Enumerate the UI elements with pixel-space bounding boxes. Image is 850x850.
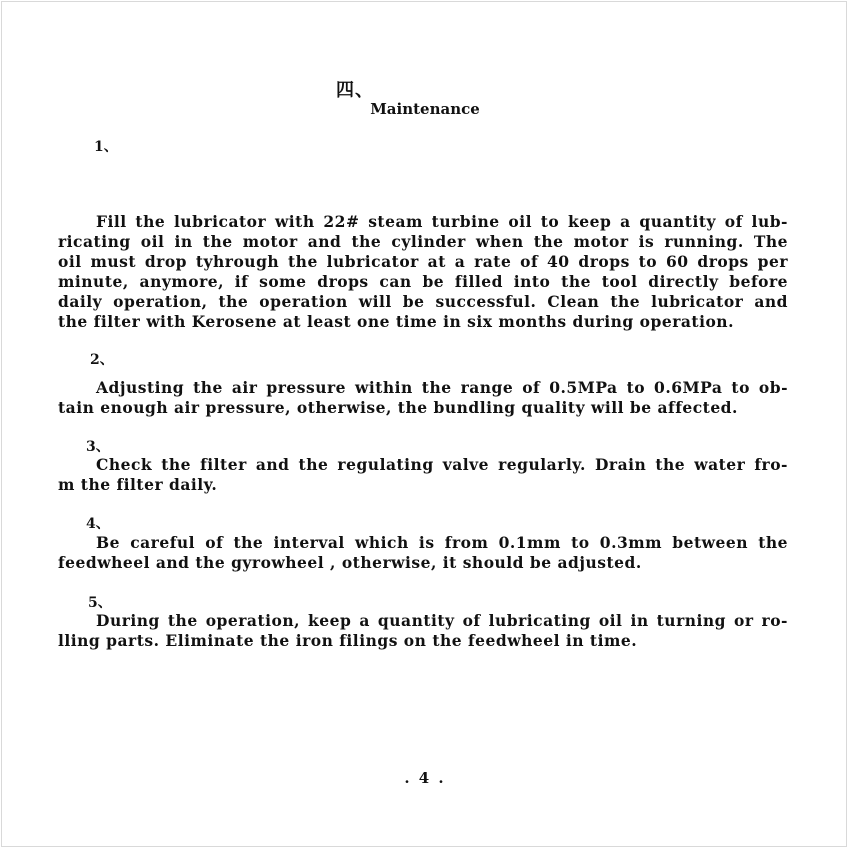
paragraph-line: oil must drop tyhrough the lubricator at a rate of 40 drops to 60 drops per (58, 252, 788, 271)
paragraph-5 (58, 611, 788, 651)
section-number: 四、 (336, 80, 374, 101)
item-number-5: 5、 (88, 595, 112, 611)
paragraph-1 (58, 212, 788, 332)
paragraph-line: Fill the lubricator with 22# steam turbine oil to keep a quantity of lub- (96, 212, 788, 231)
item-number-4: 4、 (86, 516, 110, 532)
paragraph-line: During the operation, keep a quantity of lubricating oil in turning or ro- (96, 611, 788, 630)
paragraph-line: ricating oil in the motor and the cylinder when the motor is running. The (58, 232, 788, 251)
paragraph-4 (58, 533, 788, 573)
paragraph-line: Check the filter and the regulating valve regularly. Drain the water fro- (96, 455, 788, 474)
page-border (1, 1, 847, 847)
paragraph-line: minute, anymore, if some drops can be filled into the tool directly before (58, 272, 788, 291)
paragraph-3 (58, 455, 788, 495)
item-number-2: 2、 (90, 352, 114, 368)
paragraph-line: Adjusting the air pressure within the range of 0.5MPa to 0.6MPa to ob- (96, 378, 788, 397)
item-number-1: 1、 (94, 139, 118, 155)
paragraph-line: lling parts. Eliminate the iron filings on the feedwheel in time. (58, 631, 638, 650)
paragraph-line: daily operation, the operation will be successful. Clean the lubricator and (58, 292, 788, 311)
paragraph-2 (58, 378, 788, 418)
paragraph-line: the filter with Kerosene at least one time in six months during operation. (58, 312, 734, 331)
paragraph-line: Be careful of the interval which is from 0.1mm to 0.3mm between the (96, 533, 788, 552)
paragraph-line: feedwheel and the gyrowheel , otherwise, it should be adjusted. (58, 553, 642, 572)
item-number-3: 3、 (86, 439, 110, 455)
page-title: Maintenance (370, 100, 480, 118)
paragraph-line: m the filter daily. (58, 475, 218, 494)
page-number: . 4 . (404, 769, 446, 787)
paragraph-line: tain enough air pressure, otherwise, the bundling quality will be affected. (58, 398, 738, 417)
